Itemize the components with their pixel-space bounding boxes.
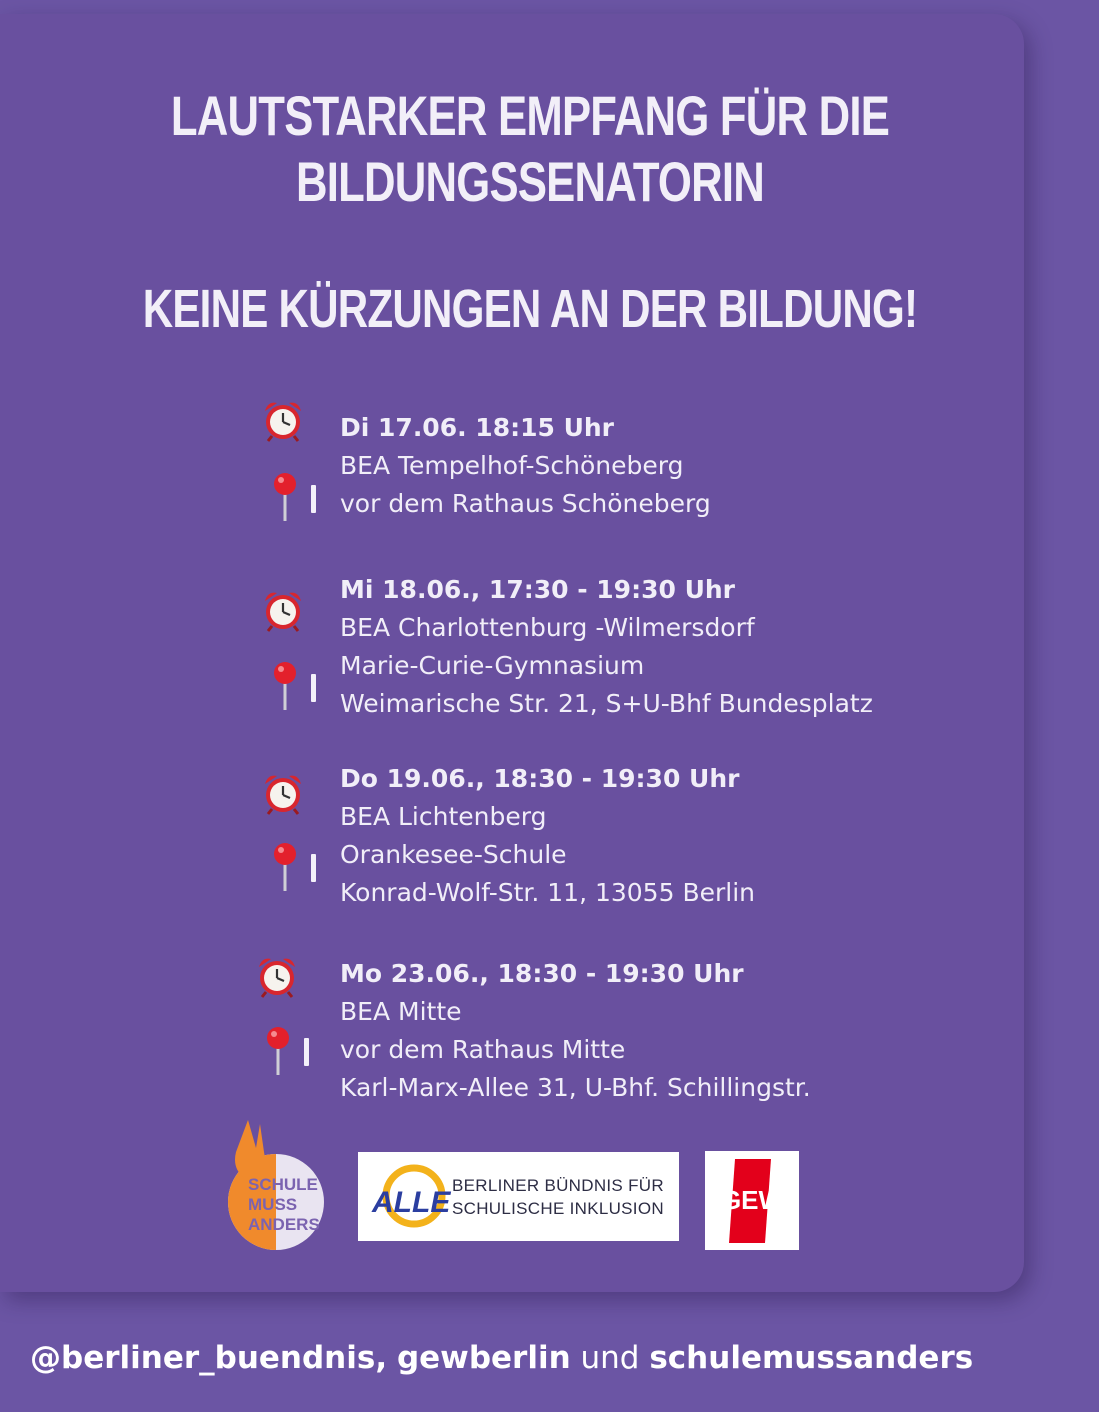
event-place-line: Marie-Curie-Gymnasium (340, 651, 645, 680)
alle-logo-caption (452, 1174, 664, 1220)
event-text (340, 571, 873, 723)
alarm-clock-icon (262, 588, 304, 632)
sma-logo-text: SCHULE (248, 1175, 318, 1194)
gew-logo-mark (705, 1151, 799, 1250)
alle-logo-text: ALLE (372, 1186, 451, 1219)
divider-bar (311, 674, 316, 702)
divider-bar (311, 485, 316, 513)
round-pushpin-icon (270, 661, 300, 711)
credit-joiner: und (580, 1340, 640, 1376)
event-place-line: BEA Charlottenburg -Wilmersdorf (340, 613, 755, 642)
headline-line-1: LAUTSTARKER EMPFANG FÜR DIE (170, 84, 890, 147)
event-place-line: BEA Mitte (340, 997, 462, 1026)
event-place-line: vor dem Rathaus Schöneberg (340, 489, 711, 518)
headline-line-2: BILDUNGSSENATORIN (295, 150, 765, 213)
credit-handle[interactable]: @berliner_buendnis, (30, 1340, 388, 1376)
alarm-clock-icon (256, 954, 298, 998)
alle-caption-line: BERLINER BÜNDNIS FÜR (452, 1176, 664, 1195)
round-pushpin-icon (270, 472, 300, 522)
event-place-line: BEA Tempelhof-Schöneberg (340, 451, 684, 480)
event-place-line: Konrad-Wolf-Str. 11, 13055 Berlin (340, 878, 755, 907)
event-date: Di 17.06. 18:15 Uhr (340, 413, 615, 442)
sma-logo-text: ANDERS (248, 1215, 320, 1234)
event-place-line: Karl-Marx-Allee 31, U-Bhf. Schillingstr. (340, 1073, 811, 1102)
event-text (340, 760, 755, 912)
event-place-line: vor dem Rathaus Mitte (340, 1035, 626, 1064)
schule-muss-anders-logo (226, 1118, 326, 1254)
headline-slogan: KEINE KÜRZUNGEN AN DER BILDUNG! (142, 279, 918, 339)
alle-logo-mark (368, 1160, 452, 1234)
alarm-clock-icon (262, 398, 304, 442)
gew-logo-text: GEW (720, 1185, 784, 1215)
event-place-line: Orankesee-Schule (340, 840, 567, 869)
event-place-line: Weimarische Str. 21, S+U-Bhf Bundesplatz (340, 689, 873, 718)
gew-logo (705, 1151, 799, 1250)
berliner-buendnis-logo (358, 1152, 679, 1241)
credit-handle[interactable]: gewberlin (396, 1340, 571, 1376)
credits-line (30, 1336, 973, 1380)
event-date: Do 19.06., 18:30 - 19:30 Uhr (340, 764, 740, 793)
alarm-clock-icon (262, 771, 304, 815)
event-date: Mi 18.06., 17:30 - 19:30 Uhr (340, 575, 735, 604)
divider-bar (311, 854, 316, 882)
divider-bar (304, 1038, 309, 1066)
sma-logo-text: MUSS (248, 1195, 298, 1214)
event-text (340, 955, 811, 1107)
event-date: Mo 23.06., 18:30 - 19:30 Uhr (340, 959, 744, 988)
round-pushpin-icon (263, 1026, 293, 1076)
alle-caption-line: SCHULISCHE INKLUSION (452, 1199, 664, 1218)
round-pushpin-icon (270, 842, 300, 892)
event-text (340, 409, 711, 523)
event-place-line: BEA Lichtenberg (340, 802, 547, 831)
flyer-card (0, 14, 1024, 1292)
credit-handle[interactable]: schulemussanders (649, 1340, 974, 1376)
